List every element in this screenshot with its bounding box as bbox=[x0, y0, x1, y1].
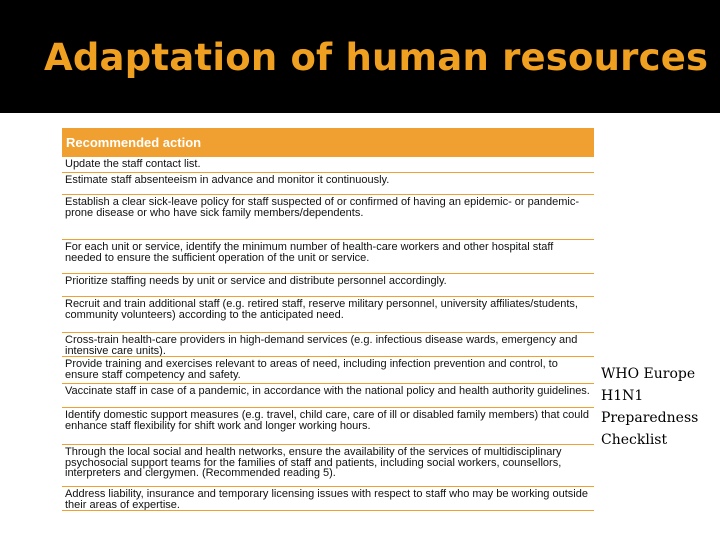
table-header bbox=[62, 128, 594, 157]
source-caption bbox=[601, 363, 716, 451]
table-row: Identify domestic support measures (e.g. travel, child care, care of ill or disabled family members) that could enhance staff flexibility for shift work and longer working hours. bbox=[62, 408, 594, 445]
table-row: Prioritize staffing needs by unit or service and distribute personnel accordingly. bbox=[62, 274, 594, 297]
table-row: For each unit or service, identify the minimum number of health-care workers and other hospital staff needed to ensure the sufficient operation of the unit or service. bbox=[62, 240, 594, 274]
recommended-action-table bbox=[62, 128, 594, 511]
title-bar bbox=[0, 0, 720, 113]
table-row: Recruit and train additional staff (e.g. retired staff, reserve military personnel, university affiliates/students, community volunteers) according to the anticipated need. bbox=[62, 297, 594, 333]
table-row: Update the staff contact list. bbox=[62, 157, 594, 173]
table-header-label: Recommended action bbox=[66, 135, 202, 150]
slide-title: Adaptation of human resources bbox=[44, 36, 709, 79]
caption-line: Checklist bbox=[601, 432, 668, 448]
table-row: Address liability, insurance and temporary licensing issues with respect to staff who may be working outside their areas of expertise. bbox=[62, 487, 594, 511]
table-row: Through the local social and health networks, ensure the availability of the services of multidisciplinary psychosocial support teams for the families of staff and patients, including social workers, counsellors, interpreters and clergymen. (Recommended reading 5). bbox=[62, 445, 594, 487]
table-row: Estimate staff absenteeism in advance and monitor it continuously. bbox=[62, 173, 594, 195]
table-row: Vaccinate staff in case of a pandemic, in accordance with the national policy and health authority guidelines. bbox=[62, 384, 594, 408]
table-row: Establish a clear sick-leave policy for staff suspected of or confirmed of having an epidemic- or pandemic-prone disease or who have sick family members/dependents. bbox=[62, 195, 594, 240]
caption-line: WHO Europe bbox=[601, 366, 696, 382]
caption-line: H1N1 bbox=[601, 388, 644, 404]
table-row: Cross-train health-care providers in high-demand services (e.g. infectious disease wards, emergency and intensive care units). bbox=[62, 333, 594, 357]
table-row: Provide training and exercises relevant to areas of need, including infection prevention and control, to ensure staff competency and safety. bbox=[62, 357, 594, 384]
caption-line: Preparedness bbox=[601, 410, 699, 426]
